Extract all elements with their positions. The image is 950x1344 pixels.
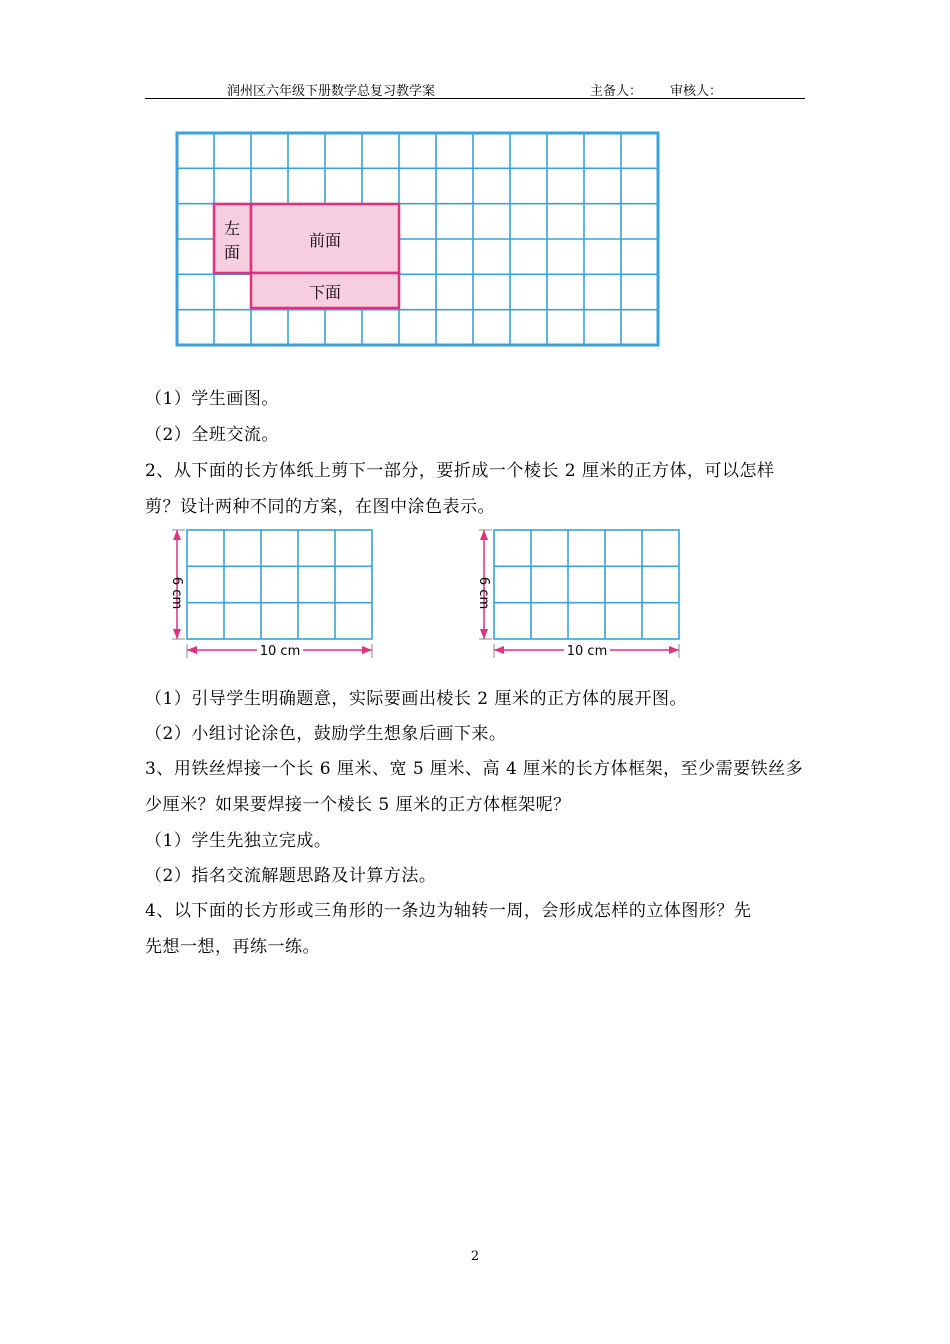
text-line-1: （1）学生画图。 [145, 389, 279, 409]
grid-border [187, 530, 372, 639]
text-line-9: （1）学生先独立完成。 [145, 831, 332, 851]
height-label: 6 cm [476, 576, 491, 610]
text-line-3: 2、从下面的长方体纸上剪下一部分，要折成一个棱长 2 厘米的正方体，可以怎样 [145, 461, 775, 481]
text-line-7: 3、用铁丝焊接一个长 6 厘米、宽 5 厘米、高 4 厘米的长方体框架，至少需要铁丝多 [145, 759, 804, 779]
left-face-rect [214, 204, 251, 273]
text-line-4: 剪？设计两种不同的方案，在图中涂色表示。 [145, 497, 495, 517]
text-line-10: （2）指名交流解题思路及计算方法。 [145, 866, 437, 886]
grid-border [494, 530, 679, 639]
width-label: 10 cm [566, 644, 608, 659]
paper-grid-figure-b [472, 520, 692, 665]
left-face-label-1: 左 [223, 219, 241, 238]
text-line-8: 少厘米？如果要焊接一个棱长 5 厘米的正方体框架呢？ [145, 795, 571, 815]
page-number: 2 [470, 1249, 480, 1264]
paper-grid-figure-a [165, 520, 385, 665]
bottom-face-label: 下面 [308, 283, 342, 302]
text-line-11: 4、以下面的长方形或三角形的一条边为轴转一周，会形成怎样的立体图形？先 [145, 901, 752, 921]
front-face-label: 前面 [308, 231, 342, 250]
height-label: 6 cm [169, 576, 184, 610]
text-line-2: （2）全班交流。 [145, 425, 279, 445]
text-line-5: （1）引导学生明确题意，实际要画出棱长 2 厘米的正方体的展开图。 [145, 689, 687, 709]
text-line-6: （2）小组讨论涂色，鼓励学生想象后画下来。 [145, 724, 507, 744]
header-title: 润州区六年级下册数学总复习教学案 [227, 84, 436, 99]
page-header [145, 78, 805, 99]
three-view-grid-figure [170, 128, 670, 353]
text-line-12: 先想一想，再练一练。 [145, 937, 320, 957]
width-label: 10 cm [259, 644, 301, 659]
left-face-label-2: 面 [223, 243, 241, 262]
header-preparer-label: 主备人： [590, 84, 643, 99]
header-reviewer-label: 审核人： [670, 84, 723, 99]
